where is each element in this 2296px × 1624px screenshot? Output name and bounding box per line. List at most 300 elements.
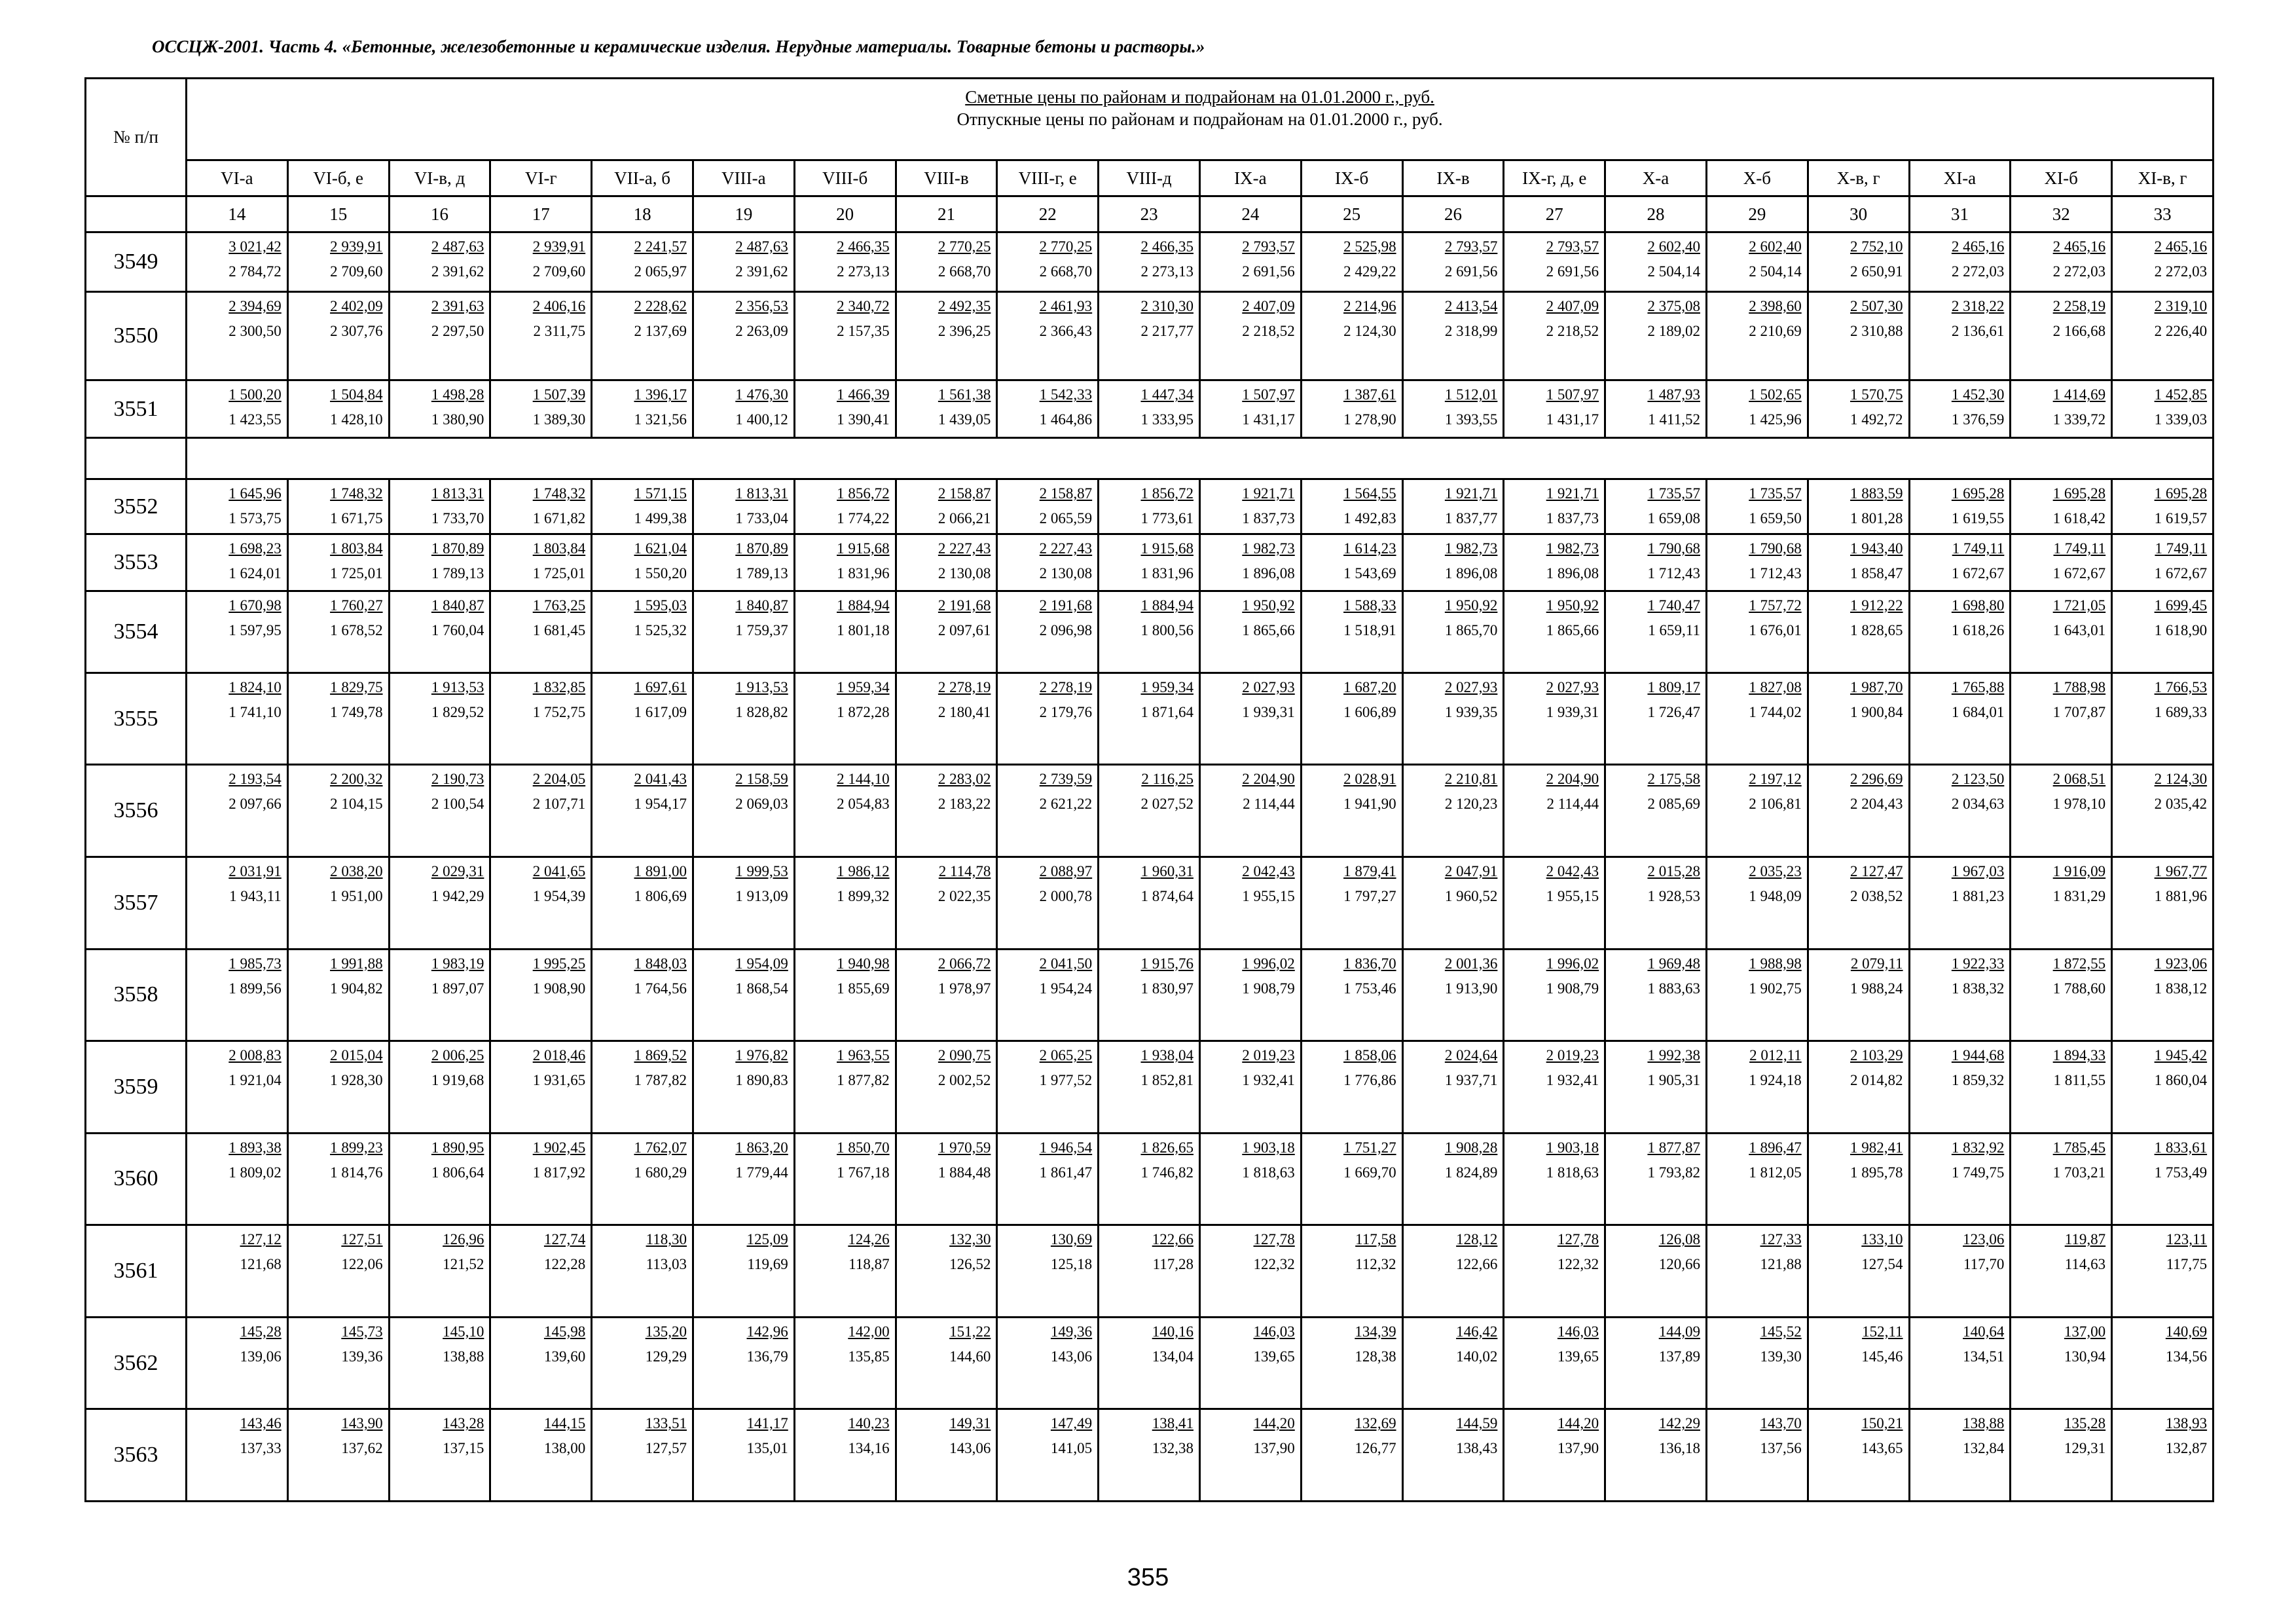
price-cell — [1504, 1041, 1605, 1134]
price-cell — [1301, 765, 1402, 857]
price-cell — [1199, 591, 1301, 673]
release-price: 1 852,81 — [1140, 1072, 1194, 1089]
column-header: VIII-в — [896, 160, 997, 196]
price-cell — [794, 232, 896, 292]
release-price: 2 691,56 — [1444, 263, 1498, 280]
price-cell — [2112, 291, 2214, 380]
estimated-price: 152,11 — [1862, 1323, 1903, 1340]
estimated-price: 1 970,59 — [938, 1139, 991, 1156]
estimated-price: 1 697,61 — [634, 678, 687, 695]
column-header: VII-а, б — [592, 160, 693, 196]
estimated-price: 145,52 — [1760, 1323, 1802, 1340]
estimated-price: 1 950,92 — [1242, 597, 1295, 614]
price-cell — [1706, 949, 1808, 1041]
column-number: 24 — [1199, 196, 1301, 232]
column-header-row — [86, 160, 2214, 196]
estimated-price: 123,06 — [1963, 1231, 2005, 1248]
table-row — [86, 765, 2214, 857]
release-price: 2 179,76 — [1039, 703, 1093, 720]
release-price: 1 597,95 — [228, 621, 282, 638]
price-cell — [287, 291, 389, 380]
release-price: 1 492,72 — [1850, 411, 1903, 428]
estimated-price: 2 090,75 — [938, 1047, 991, 1064]
column-header: IX-а — [1199, 160, 1301, 196]
price-cell — [1301, 479, 1402, 534]
estimated-price: 2 310,30 — [1140, 297, 1194, 314]
estimated-price: 1 938,04 — [1140, 1047, 1194, 1064]
release-price: 143,65 — [1861, 1440, 1903, 1457]
release-price: 1 543,69 — [1343, 564, 1396, 581]
release-price: 1 676,01 — [1749, 621, 1802, 638]
estimated-price: 1 915,68 — [837, 540, 890, 557]
estimated-price: 144,20 — [1557, 1415, 1599, 1432]
price-cell — [1909, 534, 2011, 591]
estimated-price: 1 896,47 — [1749, 1139, 1802, 1156]
release-price: 2 066,21 — [938, 510, 991, 527]
estimated-price: 1 983,19 — [431, 955, 484, 972]
estimated-price: 127,33 — [1760, 1231, 1802, 1248]
price-cell — [187, 949, 288, 1041]
price-cell — [592, 232, 693, 292]
table-row — [86, 291, 2214, 380]
price-cell — [896, 1409, 997, 1502]
price-cell — [1301, 1041, 1402, 1134]
column-number: 22 — [997, 196, 1099, 232]
estimated-price: 1 698,80 — [1951, 597, 2005, 614]
release-price: 2 065,97 — [634, 263, 687, 280]
estimated-price: 1 995,25 — [532, 955, 586, 972]
price-cell — [1504, 1409, 1605, 1502]
estimated-price: 1 960,31 — [1140, 862, 1194, 879]
estimated-price: 2 296,69 — [1850, 771, 1903, 788]
price-cell — [1605, 1225, 1707, 1318]
price-cell — [2112, 1133, 2214, 1225]
estimated-price: 1 836,70 — [1343, 955, 1396, 972]
estimated-price: 1 824,10 — [228, 678, 282, 695]
release-price: 1 499,38 — [634, 510, 687, 527]
release-price: 1 643,01 — [2052, 621, 2106, 638]
release-price: 1 932,41 — [1546, 1072, 1599, 1089]
estimated-price: 1 943,40 — [1850, 540, 1903, 557]
estimated-price: 1 687,20 — [1343, 678, 1396, 695]
estimated-price: 1 504,84 — [330, 386, 383, 403]
price-cell — [389, 291, 490, 380]
estimated-price: 1 748,32 — [330, 485, 383, 502]
release-price: 2 065,59 — [1039, 510, 1093, 527]
release-price: 1 921,04 — [228, 1072, 282, 1089]
table-title-row — [86, 79, 2214, 160]
estimated-price: 1 987,70 — [1850, 678, 1903, 695]
price-cell — [1402, 1041, 1504, 1134]
price-cell — [693, 479, 794, 534]
estimated-price: 2 190,73 — [431, 771, 484, 788]
price-cell — [287, 1133, 389, 1225]
estimated-price: 1 870,89 — [431, 540, 484, 557]
estimated-price: 2 402,09 — [330, 297, 383, 314]
release-price: 2 100,54 — [431, 796, 484, 813]
release-price: 132,87 — [2165, 1440, 2208, 1457]
price-cell — [1402, 534, 1504, 591]
release-price: 126,77 — [1355, 1440, 1396, 1457]
release-price: 1 672,67 — [2154, 564, 2208, 581]
release-price: 2 218,52 — [1546, 322, 1599, 339]
release-price: 134,16 — [848, 1440, 890, 1457]
release-price: 1 672,67 — [1951, 564, 2005, 581]
release-price: 135,85 — [848, 1348, 890, 1365]
price-cell — [896, 857, 997, 949]
release-price: 1 899,56 — [228, 980, 282, 997]
price-cell — [1706, 1225, 1808, 1318]
separator-row — [86, 438, 2214, 479]
estimated-price: 1 858,06 — [1343, 1047, 1396, 1064]
release-price: 2 104,15 — [330, 796, 383, 813]
estimated-price: 1 902,45 — [532, 1139, 586, 1156]
release-price: 1 939,31 — [1242, 703, 1295, 720]
price-cell — [794, 1133, 896, 1225]
estimated-price: 143,90 — [341, 1415, 383, 1432]
estimated-price: 1 840,87 — [431, 597, 484, 614]
price-cell — [1909, 1225, 2011, 1318]
price-cell — [1199, 534, 1301, 591]
price-cell — [794, 1041, 896, 1134]
estimated-price: 1 903,18 — [1546, 1139, 1599, 1156]
price-cell — [187, 1317, 288, 1409]
column-number: 32 — [2011, 196, 2112, 232]
release-price: 1 789,13 — [735, 564, 788, 581]
release-price: 2 310,88 — [1850, 322, 1903, 339]
estimated-price: 2 278,19 — [938, 678, 991, 695]
estimated-price: 2 466,35 — [1140, 238, 1194, 255]
estimated-price: 1 452,85 — [2154, 386, 2208, 403]
estimated-price: 145,98 — [543, 1323, 586, 1340]
price-cell — [1504, 765, 1605, 857]
estimated-price: 1 856,72 — [1140, 485, 1194, 502]
estimated-price: 1 950,92 — [1546, 597, 1599, 614]
release-price: 1 913,90 — [1444, 980, 1498, 997]
price-cell — [896, 673, 997, 765]
release-price: 1 425,96 — [1749, 411, 1802, 428]
release-price: 2 137,69 — [634, 322, 687, 339]
release-price: 1 759,37 — [735, 621, 788, 638]
page-number: 355 — [1127, 1564, 1169, 1591]
price-cell — [1099, 232, 1200, 292]
release-price: 1 746,82 — [1140, 1164, 1194, 1181]
estimated-price: 2 319,10 — [2154, 297, 2208, 314]
release-price: 1 939,35 — [1444, 703, 1498, 720]
release-price: 1 681,45 — [532, 621, 586, 638]
release-price: 2 189,02 — [1647, 322, 1700, 339]
row-number-header: № п/п — [86, 79, 187, 196]
estimated-price: 127,78 — [1557, 1231, 1599, 1248]
estimated-price: 2 214,96 — [1343, 297, 1396, 314]
estimated-price: 1 751,27 — [1343, 1139, 1396, 1156]
release-price: 1 811,55 — [2053, 1072, 2106, 1089]
estimated-price: 1 985,73 — [228, 955, 282, 972]
estimated-price: 1 588,33 — [1343, 597, 1396, 614]
price-cell — [1099, 380, 1200, 438]
price-cell — [1301, 1409, 1402, 1502]
estimated-price: 2 024,64 — [1444, 1047, 1498, 1064]
price-cell — [389, 949, 490, 1041]
price-cell — [490, 1133, 592, 1225]
price-cell — [1808, 380, 1909, 438]
table-row — [86, 673, 2214, 765]
release-price: 1 939,31 — [1546, 703, 1599, 720]
estimated-price: 2 227,43 — [1039, 540, 1093, 557]
estimated-price: 1 542,33 — [1039, 386, 1093, 403]
price-cell — [1605, 1409, 1707, 1502]
price-cell — [2011, 1133, 2112, 1225]
price-cell — [997, 479, 1099, 534]
release-price: 1 725,01 — [330, 564, 383, 581]
release-price: 1 671,75 — [330, 510, 383, 527]
estimated-price: 145,73 — [341, 1323, 383, 1340]
column-header: X-б — [1706, 160, 1808, 196]
price-cell — [1808, 1133, 1909, 1225]
release-price: 2 226,40 — [2154, 322, 2208, 339]
release-price: 1 423,55 — [228, 411, 282, 428]
column-header: VI-а — [187, 160, 288, 196]
price-cell — [1402, 765, 1504, 857]
estimated-price: 1 749,11 — [1952, 540, 2005, 557]
estimated-price: 1 621,04 — [634, 540, 687, 557]
release-price: 1 978,10 — [2052, 796, 2106, 813]
table-row — [86, 591, 2214, 673]
release-price: 2 307,76 — [330, 322, 383, 339]
price-cell — [794, 591, 896, 673]
release-price: 139,65 — [1253, 1348, 1295, 1365]
release-price: 117,28 — [1152, 1256, 1194, 1273]
release-price: 2 396,25 — [938, 322, 991, 339]
release-price: 1 764,56 — [634, 980, 687, 997]
estimated-price: 1 766,53 — [2154, 678, 2208, 695]
estimated-price: 2 602,40 — [1647, 238, 1700, 255]
price-cell — [2011, 1041, 2112, 1134]
estimated-price: 2 793,57 — [1444, 238, 1498, 255]
release-price: 1 937,71 — [1444, 1072, 1498, 1089]
price-cell — [187, 765, 288, 857]
estimated-price: 1 645,96 — [228, 485, 282, 502]
release-price: 1 828,82 — [735, 703, 788, 720]
release-price: 1 919,68 — [431, 1072, 484, 1089]
release-price: 1 411,52 — [1648, 411, 1700, 428]
price-cell — [693, 291, 794, 380]
release-price: 1 831,96 — [1140, 564, 1194, 581]
estimated-price: 2 158,59 — [735, 771, 788, 788]
estimated-price: 1 991,88 — [330, 955, 383, 972]
release-price: 2 263,09 — [735, 322, 788, 339]
column-header: XI-а — [1909, 160, 2011, 196]
release-price: 2 272,03 — [2052, 263, 2106, 280]
price-cell — [490, 232, 592, 292]
price-cell — [1706, 479, 1808, 534]
price-cell — [287, 232, 389, 292]
price-cell — [1605, 1041, 1707, 1134]
release-price: 2 054,83 — [837, 796, 890, 813]
estimated-price: 1 788,98 — [2052, 678, 2106, 695]
release-price: 1 618,26 — [1951, 621, 2005, 638]
row-number: 3549 — [86, 232, 187, 292]
estimated-price: 2 127,47 — [1850, 862, 1903, 879]
row-number: 3550 — [86, 291, 187, 380]
price-cell — [2011, 857, 2112, 949]
release-price: 1 703,21 — [2052, 1164, 2106, 1181]
column-header: IX-г, д, е — [1504, 160, 1605, 196]
release-price: 1 339,72 — [2052, 411, 2106, 428]
estimated-price: 2 018,46 — [532, 1047, 586, 1064]
release-price: 2 035,42 — [2154, 796, 2208, 813]
release-price: 2 085,69 — [1647, 796, 1700, 813]
price-cell — [1301, 291, 1402, 380]
release-price: 1 707,87 — [2052, 703, 2106, 720]
price-cell — [1605, 479, 1707, 534]
release-price: 1 749,75 — [1951, 1164, 2005, 1181]
release-price: 1 659,50 — [1749, 510, 1802, 527]
price-cell — [1706, 380, 1808, 438]
estimated-price: 147,49 — [1050, 1415, 1093, 1432]
price-cell — [1808, 591, 1909, 673]
estimated-price: 145,10 — [443, 1323, 484, 1340]
price-cell — [490, 1225, 592, 1318]
release-price: 1 684,01 — [1951, 703, 2005, 720]
estimated-price: 1 735,57 — [1749, 485, 1802, 502]
price-cell — [1402, 291, 1504, 380]
price-cell — [1301, 1225, 1402, 1318]
release-price: 1 884,48 — [938, 1164, 991, 1181]
release-price: 137,15 — [443, 1440, 484, 1457]
price-cell — [1706, 591, 1808, 673]
release-price: 122,06 — [341, 1256, 383, 1273]
release-price: 118,87 — [848, 1256, 890, 1273]
price-cell — [187, 232, 288, 292]
price-cell — [592, 291, 693, 380]
price-cell — [287, 534, 389, 591]
estimated-price: 2 035,23 — [1749, 862, 1802, 879]
estimated-price: 1 959,34 — [1140, 678, 1194, 695]
estimated-price: 150,21 — [1861, 1415, 1903, 1432]
price-cell — [490, 591, 592, 673]
estimated-price: 1 908,28 — [1444, 1139, 1498, 1156]
estimated-price: 1 757,72 — [1749, 597, 1802, 614]
release-price: 2 097,66 — [228, 796, 282, 813]
release-price: 137,56 — [1760, 1440, 1802, 1457]
release-price: 2 691,56 — [1242, 263, 1295, 280]
estimated-price: 1 891,00 — [634, 862, 687, 879]
price-cell — [389, 673, 490, 765]
price-cell — [287, 1317, 389, 1409]
release-price: 1 896,08 — [1444, 564, 1498, 581]
price-cell — [592, 534, 693, 591]
price-cell — [592, 479, 693, 534]
release-price: 1 492,83 — [1343, 510, 1396, 527]
estimated-price: 117,58 — [1355, 1231, 1396, 1248]
release-price: 132,84 — [1963, 1440, 2005, 1457]
estimated-price: 1 959,34 — [837, 678, 890, 695]
price-cell — [693, 857, 794, 949]
price-cell — [1605, 291, 1707, 380]
price-cell — [389, 1409, 490, 1502]
price-cell — [794, 1225, 896, 1318]
column-number: 29 — [1706, 196, 1808, 232]
estimated-price: 1 912,22 — [1850, 597, 1903, 614]
release-price: 2 272,03 — [2154, 263, 2208, 280]
estimated-price: 1 698,23 — [228, 540, 282, 557]
estimated-price: 2 391,63 — [431, 297, 484, 314]
release-price: 1 400,12 — [735, 411, 788, 428]
price-cell — [592, 1409, 693, 1502]
release-price: 1 671,82 — [532, 510, 586, 527]
estimated-price: 1 946,54 — [1039, 1139, 1093, 1156]
estimated-price: 1 893,38 — [228, 1139, 282, 1156]
release-price: 1 858,47 — [1850, 564, 1903, 581]
release-price: 1 928,53 — [1647, 887, 1700, 904]
estimated-price: 1 921,71 — [1444, 485, 1498, 502]
release-price: 1 800,56 — [1140, 621, 1194, 638]
price-cell — [1099, 1041, 1200, 1134]
estimated-price: 140,23 — [848, 1415, 890, 1432]
price-cell — [287, 857, 389, 949]
release-price: 2 183,22 — [938, 796, 991, 813]
price-cell — [896, 1225, 997, 1318]
price-cell — [490, 534, 592, 591]
estimated-price: 1 749,11 — [2155, 540, 2208, 557]
release-price: 1 779,44 — [735, 1164, 788, 1181]
estimated-price: 122,66 — [1152, 1231, 1194, 1248]
estimated-price: 1 695,28 — [2052, 485, 2106, 502]
release-price: 2 273,13 — [1140, 263, 1194, 280]
estimated-price: 124,26 — [848, 1231, 890, 1248]
price-cell — [1402, 479, 1504, 534]
table-row — [86, 380, 2214, 438]
price-cell — [592, 673, 693, 765]
release-price: 1 830,97 — [1140, 980, 1194, 997]
estimated-price: 1 387,61 — [1343, 386, 1396, 403]
estimated-price: 142,96 — [746, 1323, 788, 1340]
price-cell — [1504, 857, 1605, 949]
estimated-price: 144,09 — [1658, 1323, 1700, 1340]
price-cell — [997, 291, 1099, 380]
price-cell — [1199, 291, 1301, 380]
estimated-price: 2 406,16 — [532, 297, 586, 314]
column-number: 15 — [287, 196, 389, 232]
price-cell — [1706, 1409, 1808, 1502]
price-cell — [1808, 1317, 1909, 1409]
price-cell — [1706, 232, 1808, 292]
price-cell — [2011, 949, 2112, 1041]
release-price: 2 106,81 — [1749, 796, 1802, 813]
price-cell — [490, 1317, 592, 1409]
release-price: 1 726,47 — [1647, 703, 1700, 720]
price-cell — [693, 1409, 794, 1502]
release-price: 1 725,01 — [532, 564, 586, 581]
release-price: 1 828,65 — [1850, 621, 1903, 638]
estimated-price: 1 695,28 — [2154, 485, 2208, 502]
release-price: 134,51 — [1963, 1348, 2005, 1365]
estimated-price: 1 564,55 — [1343, 485, 1396, 502]
release-price: 2 136,61 — [1951, 322, 2005, 339]
release-price: 1 865,70 — [1444, 621, 1498, 638]
estimated-price: 141,17 — [746, 1415, 788, 1432]
release-price: 1 860,04 — [2154, 1072, 2208, 1089]
estimated-price: 1 915,76 — [1140, 955, 1194, 972]
estimated-price: 140,16 — [1152, 1323, 1194, 1340]
estimated-price: 2 340,72 — [837, 297, 890, 314]
estimated-price: 1 883,59 — [1850, 485, 1903, 502]
estimated-price: 1 827,08 — [1749, 678, 1802, 695]
release-price: 113,03 — [646, 1256, 687, 1273]
estimated-price: 1 890,95 — [431, 1139, 484, 1156]
release-price: 2 097,61 — [938, 621, 991, 638]
